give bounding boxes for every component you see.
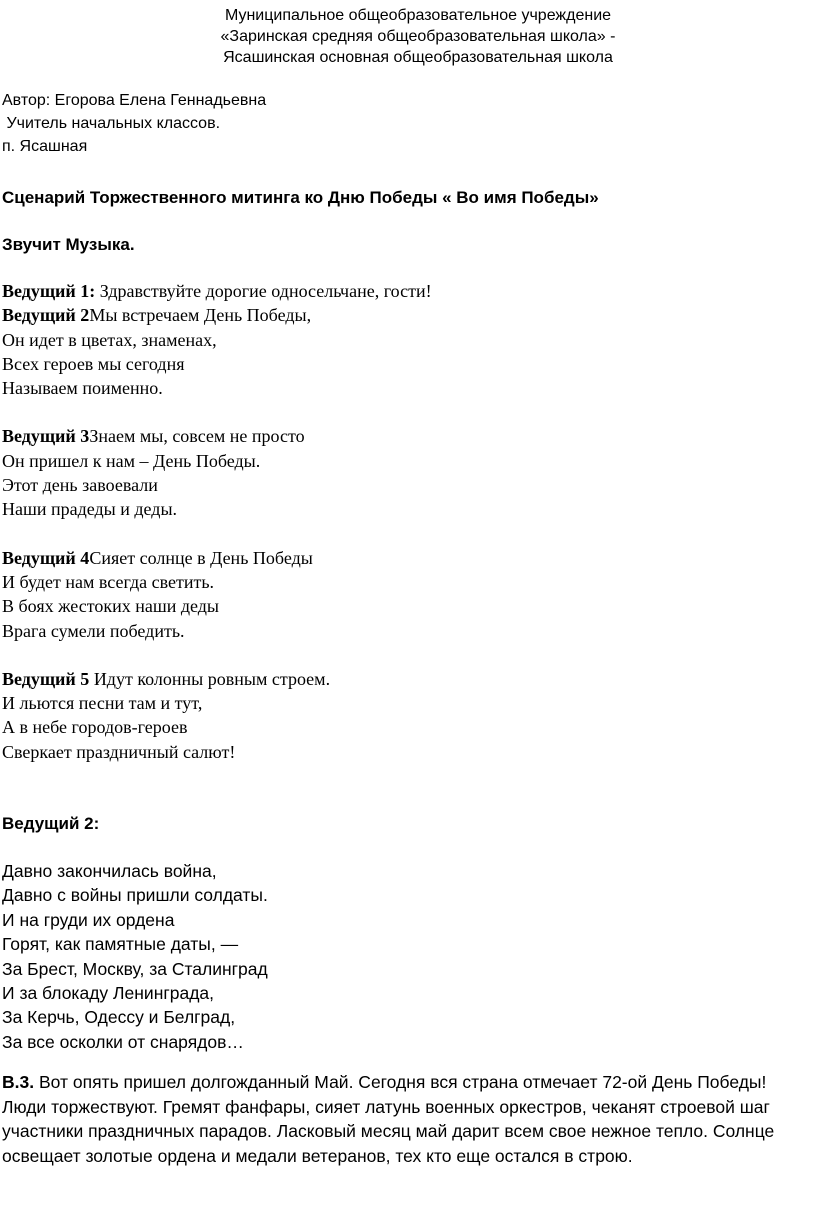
stanza [2, 279, 816, 400]
scenario-title: Сценарий Торжественного митинга ко Дню Победы « Во имя Победы» [2, 188, 599, 207]
poem-line: Давно с войны пришли солдаты. [2, 885, 268, 906]
stanza-line [2, 303, 816, 327]
line-text: Здравствуйте дорогие односельчане, гости! [95, 281, 432, 301]
closing-paragraph [2, 1070, 808, 1168]
speaker-label: Ведущий 4 [2, 547, 90, 568]
stanza-line [2, 424, 816, 448]
stanza-line [2, 691, 816, 715]
poem-line: И на груди их ордена [2, 909, 175, 930]
header-line: Муниципальное общеобразовательное учреждение [224, 7, 612, 24]
line-text: Наши прадеды и деды. [2, 499, 178, 520]
presenter-2-heading: Ведущий 2: [2, 814, 100, 834]
line-text: Всех героев мы сегодня [2, 353, 185, 374]
music-cue: Звучит Музыка. [2, 235, 135, 254]
stanza-line [2, 619, 816, 643]
line-text: Сверкает праздничный салют! [2, 741, 236, 762]
line-text: Идут колонны ровным строем. [89, 668, 331, 689]
speaker-label: Ведущий 3 [2, 426, 90, 447]
stanza-line [2, 279, 816, 303]
author-line: Автор: Егорова Елена Геннадьевна [2, 92, 267, 109]
poem-line: За Керчь, Одессу и Белград, [2, 1007, 236, 1028]
stanza-line [2, 594, 816, 618]
line-text: А в небе городов-героев [2, 717, 188, 738]
line-text: Называем поименно. [2, 378, 163, 399]
paragraph-text: Вот опять пришел долгожданный Май. Сегодня вся страна отмечает 72-ой День Победы! Люди торжествуют. Гремят фанфары, сияет латунь военных оркестров, чеканят строевой шаг участники праздничных парадов. Ласковый месяц май дарит всем свое нежное тепло. Солнце освещает золотые ордена и медали ветеранов, тех кто еще остался в строю. [2, 1072, 775, 1166]
stanza [2, 667, 816, 764]
stanza [2, 546, 816, 643]
line-text: Он пришел к нам – День Победы. [2, 450, 261, 471]
speaker-label: Ведущий 5 [2, 668, 90, 689]
line-text: Мы встречаем День Победы, [89, 305, 312, 326]
stanza-line [2, 497, 816, 521]
poem-line: За Брест, Москву, за Сталинград [2, 958, 268, 979]
stanza-line [2, 667, 816, 691]
stanza-line [2, 328, 816, 352]
stanza [2, 424, 816, 521]
speaker-label: Ведущий 2 [2, 305, 90, 326]
paragraph-speaker: В.3. [2, 1072, 35, 1093]
line-text: И будет нам всегда светить. [2, 571, 215, 592]
author-block [2, 89, 816, 158]
stanza-line [2, 715, 816, 739]
line-text: В боях жестоких наши деды [2, 596, 220, 617]
author-line: Учитель начальных классов. [2, 115, 221, 132]
speaker-label: Ведущий 1: [2, 281, 96, 301]
line-text: Сияет солнце в День Победы [89, 547, 313, 568]
header-line: «Заринская средняя общеобразовательная школа» - [220, 28, 616, 45]
stanzas-section [2, 279, 816, 764]
school-header [0, 0, 816, 68]
stanza-line [2, 376, 816, 400]
stanza-line [2, 740, 816, 764]
line-text: Врага сумели победить. [2, 620, 185, 641]
header-line: Ясашинская основная общеобразовательная школа [223, 49, 613, 66]
line-text: Он идет в цветах, знаменах, [2, 329, 217, 350]
author-line: п. Ясашная [2, 138, 88, 155]
line-text: Этот день завоевали [2, 475, 158, 496]
poem-line: И за блокаду Ленинграда, [2, 983, 215, 1004]
line-text: И льются песни там и тут, [2, 693, 203, 714]
poem [2, 859, 816, 1054]
poem-line: Горят, как памятные даты, — [2, 934, 239, 955]
stanza-line [2, 546, 816, 570]
stanza-line [2, 473, 816, 497]
poem-line: Давно закончилась война, [2, 861, 217, 882]
stanza-line [2, 449, 816, 473]
poem-line: За все осколки от снарядов… [2, 1031, 244, 1052]
line-text: Знаем мы, совсем не просто [89, 426, 305, 447]
stanza-line [2, 570, 816, 594]
stanza-line [2, 352, 816, 376]
